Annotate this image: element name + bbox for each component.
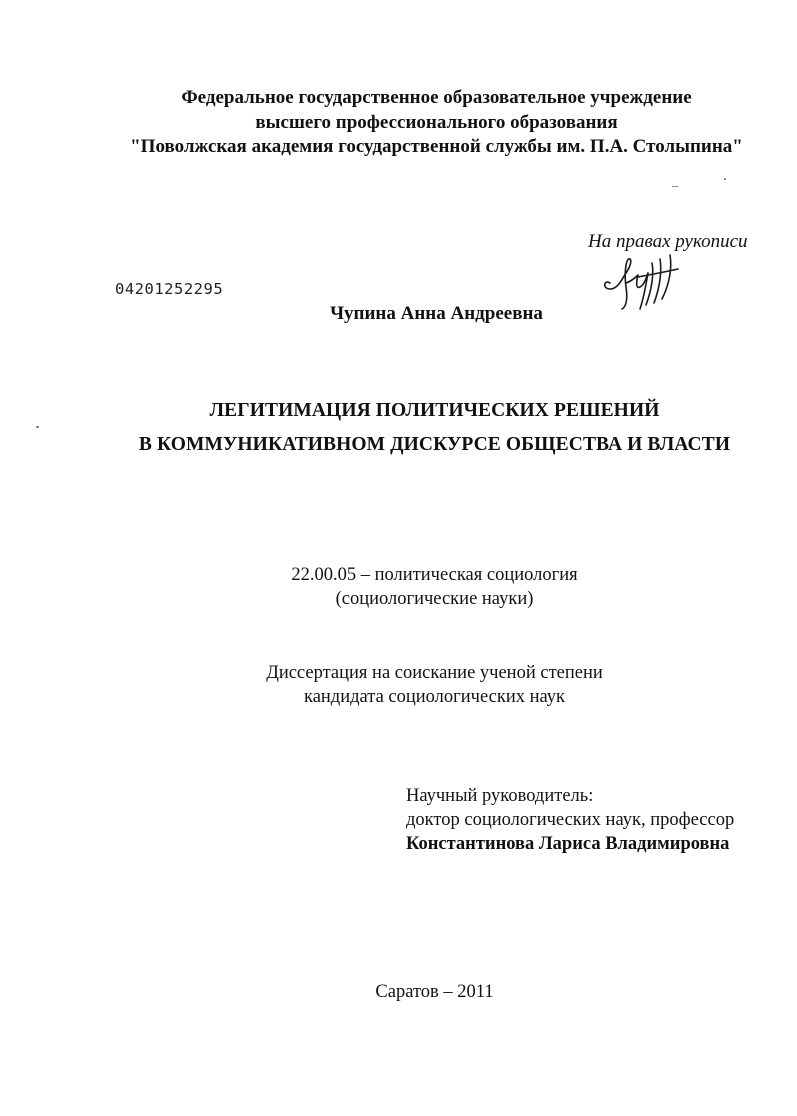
supervisor-name: Константинова Лариса Владимировна <box>406 834 730 854</box>
document-code: 04201252295 <box>115 280 224 298</box>
scan-speck <box>36 426 39 428</box>
supervisor-label: Научный руководитель: <box>406 786 594 806</box>
supervisor-credentials: доктор социологических наук, профессор <box>406 810 735 830</box>
specialty-line-1: 22.00.05 – политическая социология <box>291 565 578 585</box>
degree-line-1: Диссертация на соискание ученой степени <box>266 663 603 683</box>
rights-note: На правах рукописи <box>588 231 748 252</box>
title-line-2: В КОММУНИКАТИВНОМ ДИСКУРСЕ ОБЩЕСТВА И ВЛАСТИ <box>138 434 731 455</box>
place-and-year: Саратов – 2011 <box>375 982 494 1002</box>
specialty-line-2: (социологические науки) <box>335 589 534 609</box>
title-line-1: ЛЕГИТИМАЦИЯ ПОЛИТИЧЕСКИХ РЕШЕНИЙ <box>209 400 660 421</box>
institution-line-2: высшего профессионального образования <box>255 112 618 133</box>
scan-speck <box>724 178 726 180</box>
degree-line-2: кандидата социологических наук <box>303 687 566 707</box>
author-name: Чупина Анна Андреевна <box>330 303 543 324</box>
institution-line-1: Федеральное государственное образовательное учреждение <box>181 87 692 108</box>
institution-line-3: "Поволжская академия государственной службы им. П.А. Столыпина" <box>130 136 743 157</box>
scan-speck <box>672 186 678 187</box>
